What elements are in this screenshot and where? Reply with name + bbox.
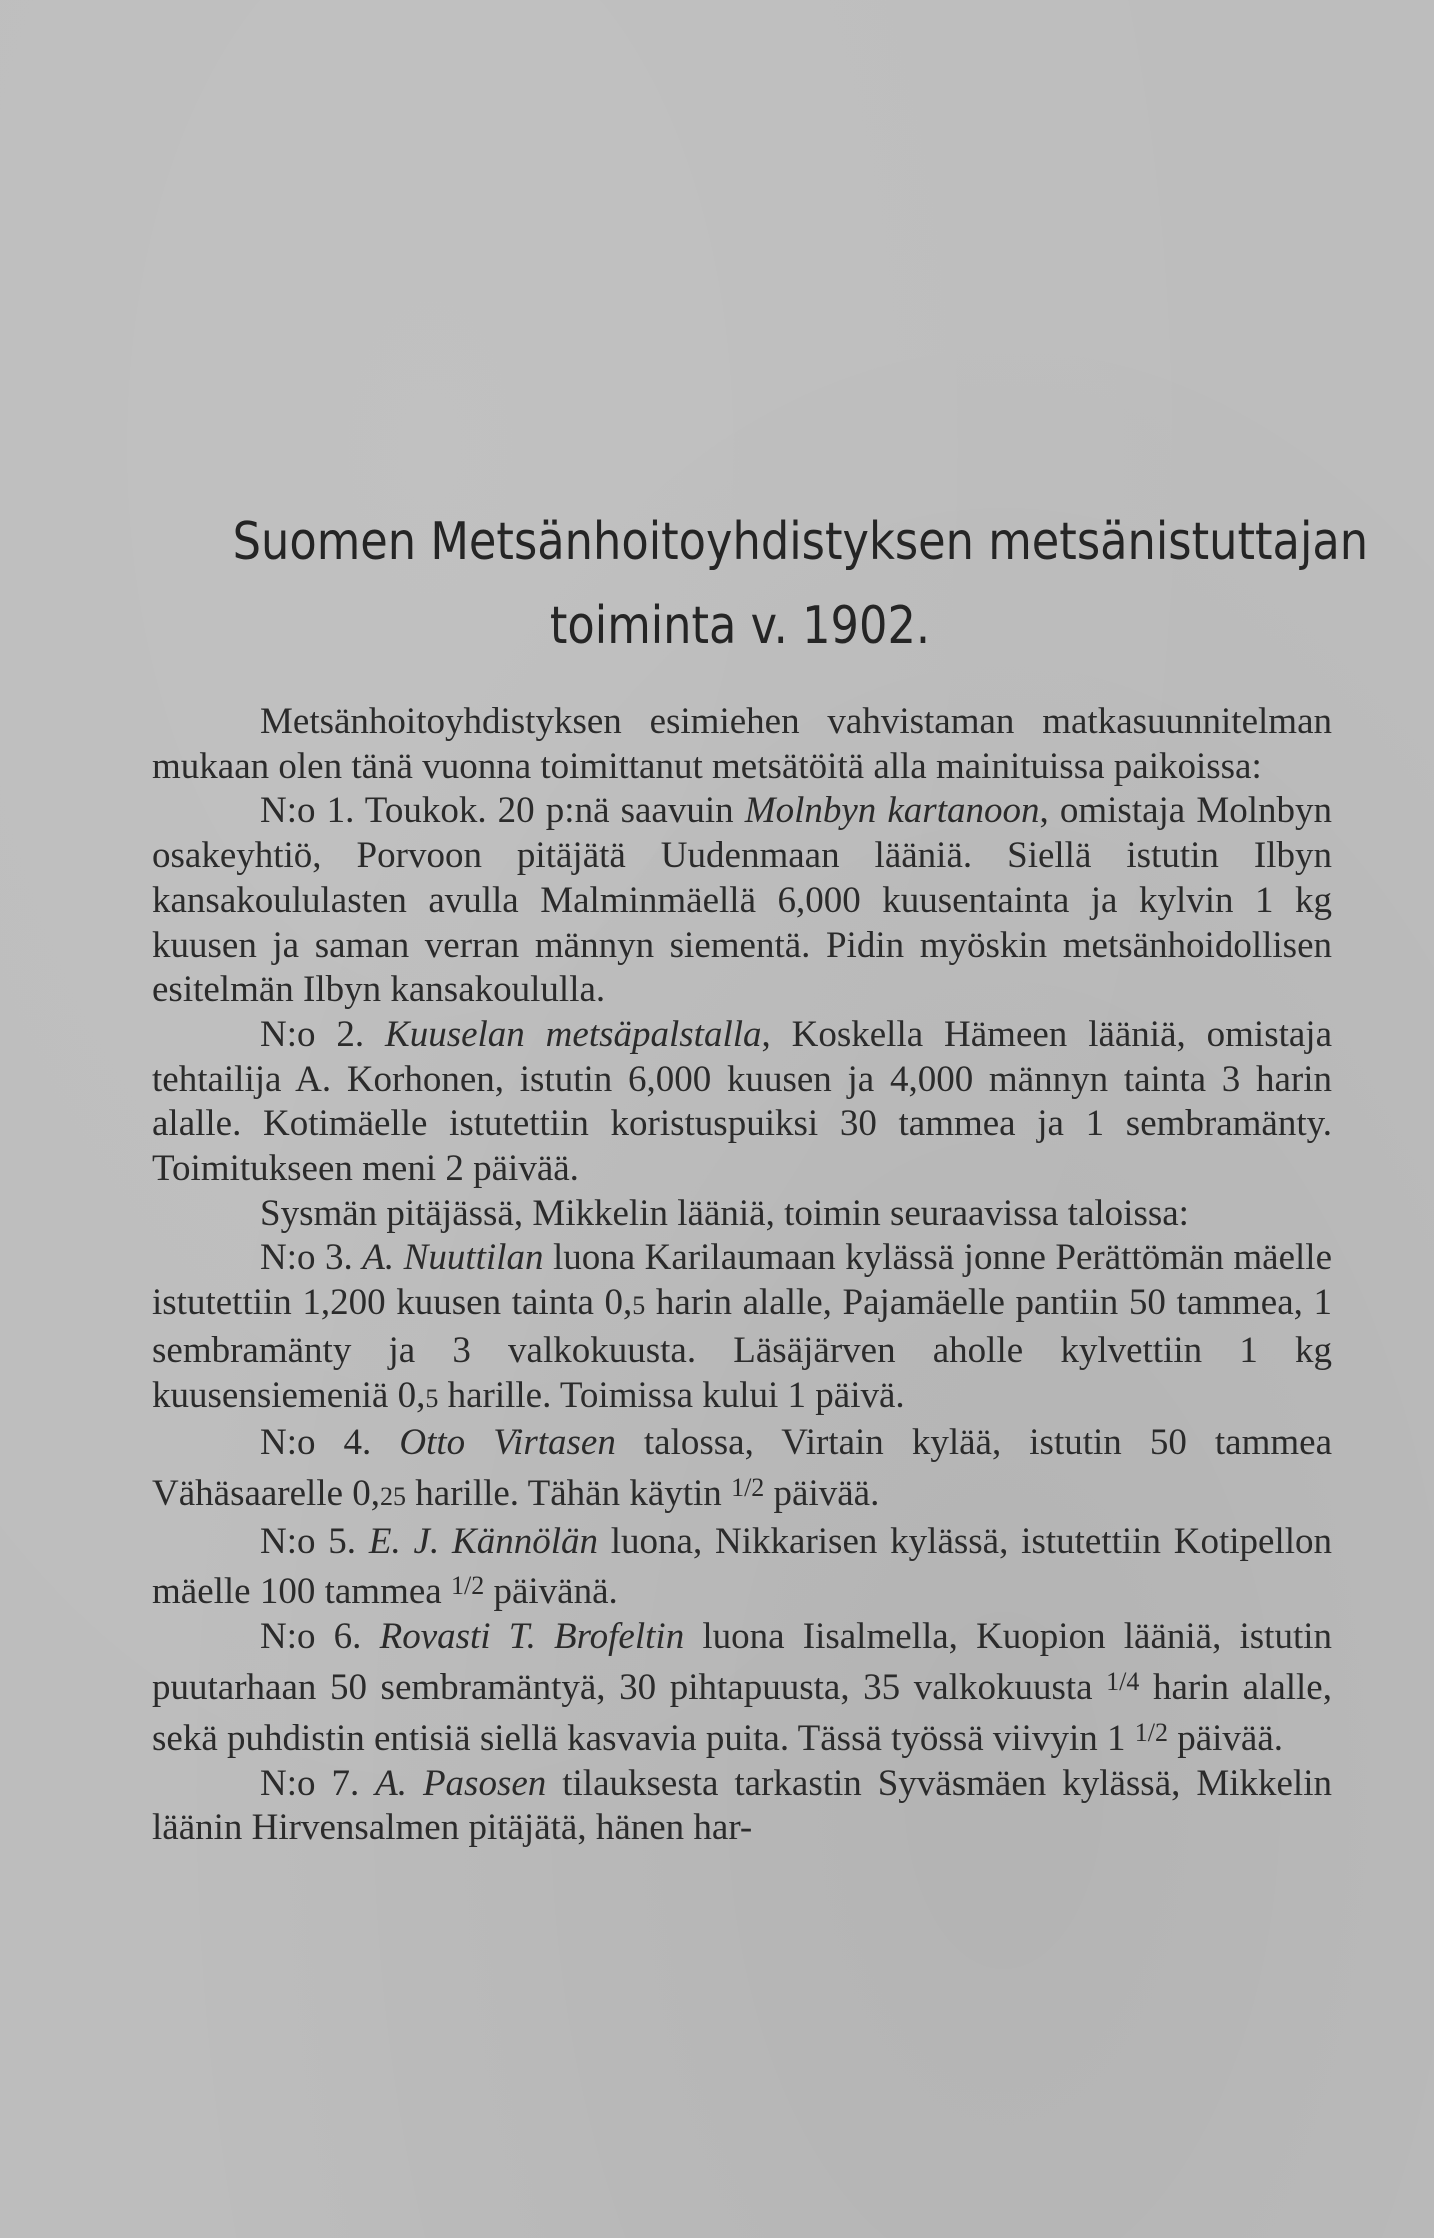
paragraph-no-7 — [152, 1762, 1332, 1851]
fraction: 1/2 — [731, 1472, 765, 1502]
text-segment: N:o 7. — [260, 1762, 376, 1804]
paragraph-no-5 — [152, 1520, 1332, 1616]
fraction: 1/2 — [1134, 1717, 1168, 1747]
text-segment: harin alalle, Pajamäelle pantiin 50 tammea, 1 sembramänty ja 3 valkokuusta. Läsäjärven aholle kylvettiin 1 kg kuusensiemeniä 0, — [152, 1282, 1332, 1416]
text-segment: harille. Tähän käytin — [406, 1473, 732, 1515]
emphasis-name: Rovasti T. Brofeltin — [379, 1616, 685, 1658]
text-segment: luona Karilaumaan kylässä jonne Perättömän mäelle istutettiin 1,200 kuusen tainta 0, — [152, 1237, 1333, 1324]
decimal-digit: 5 — [425, 1383, 439, 1413]
decimal-digit: 25 — [380, 1482, 407, 1512]
text-segment: päivää. — [764, 1473, 880, 1515]
text-segment: talossa, Virtain kylää, istutin 50 tammea Vähäsaarelle 0, — [152, 1422, 1332, 1515]
fraction: 1/2 — [450, 1571, 485, 1601]
paragraph-no-3 — [152, 1236, 1332, 1421]
page-title — [232, 500, 1369, 668]
text-segment: päivää. — [1167, 1717, 1284, 1759]
emphasis-place: Kuuselan metsäpalstalla — [385, 1013, 762, 1055]
paragraph-no-2 — [152, 1013, 1332, 1192]
text-segment: päivänä. — [484, 1571, 618, 1613]
emphasis-name: E. J. Kännölän — [368, 1520, 598, 1562]
paragraph-no-4 — [152, 1421, 1332, 1520]
text-segment: N:o 3. — [260, 1237, 363, 1279]
text-segment: harin alalle, sekä puhdistin entisiä siellä kasvavia puita. Tässä työssä viivyin 1 — [152, 1667, 1332, 1759]
text-segment: N:o 6. — [260, 1616, 380, 1658]
text-segment: N:o 4. — [260, 1422, 400, 1464]
title-line-2: toiminta v. 1902. — [549, 596, 931, 656]
emphasis-name: A. Pasosen — [375, 1762, 547, 1804]
paragraph-intro: Metsänhoitoyhdistyksen esimiehen vahvistaman matkasuunnitelman mukaan olen tänä vuonna toimittanut metsätöitä alla mainituissa paikoissa: — [152, 701, 1332, 787]
text-segment: tilauksesta tarkastin Syväsmäen kylässä, Mikkelin läänin Hirvensalmen pitäjätä, hänen har- — [152, 1762, 1332, 1849]
text-segment: , Koskella Hämeen lääniä, omistaja tehtailija A. Korhonen, istutin 6,000 kuusen ja 4,000 männyn tainta 3 harin alalle. Kotimäelle istutettiin koristuspuiksi 30 tammea ja 1 sembramänty. Toimitukseen meni 2 päivää. — [152, 1013, 1333, 1190]
emphasis-place: Molnbyn kartanoon — [744, 790, 1040, 832]
emphasis-name: Otto Virtasen — [399, 1422, 616, 1464]
text-segment: harille. Toimissa kului 1 päivä. — [438, 1374, 905, 1416]
text-segment: luona, Nikkarisen kylässä, istutettiin Kotipellon mäelle 100 tammea — [152, 1520, 1333, 1613]
emphasis-name: A. Nuuttilan — [362, 1237, 544, 1279]
text-segment: , omistaja Molnbyn osakeyhtiö, Porvoon pitäjätä Uudenmaan lääniä. Siellä istutin Ilbyn kansakoululasten avulla Malminmäellä 6,000 kuusentainta ja kylvin 1 kg kuusen ja saman verran männyn siementä. Pidin myöskin metsänhoidollisen esitelmän Ilbyn kansakoululla. — [152, 790, 1333, 1011]
fraction: 1/4 — [1106, 1666, 1140, 1696]
text-segment: N:o 2. — [260, 1013, 386, 1055]
decimal-digit: 5 — [632, 1291, 646, 1321]
text-segment: N:o 1. Toukok. 20 p:nä saavuin — [260, 790, 745, 832]
paragraph-no-6 — [152, 1615, 1332, 1761]
text-segment: luona Iisalmella, Kuopion lääniä, istutin puutarhaan 50 sembramäntyä, 30 pihtapuusta, 35 valkokuusta — [152, 1616, 1333, 1709]
paragraph-no-1 — [152, 789, 1332, 1013]
text-segment: N:o 5. — [260, 1520, 369, 1562]
paragraph-sysma: Sysmän pitäjässä, Mikkelin lääniä, toimin seuraavissa taloissa: — [260, 1192, 1189, 1234]
title-line-1: Suomen Metsänhoitoyhdistyksen metsänistuttajan — [232, 512, 1369, 572]
document-body — [152, 700, 1332, 1851]
